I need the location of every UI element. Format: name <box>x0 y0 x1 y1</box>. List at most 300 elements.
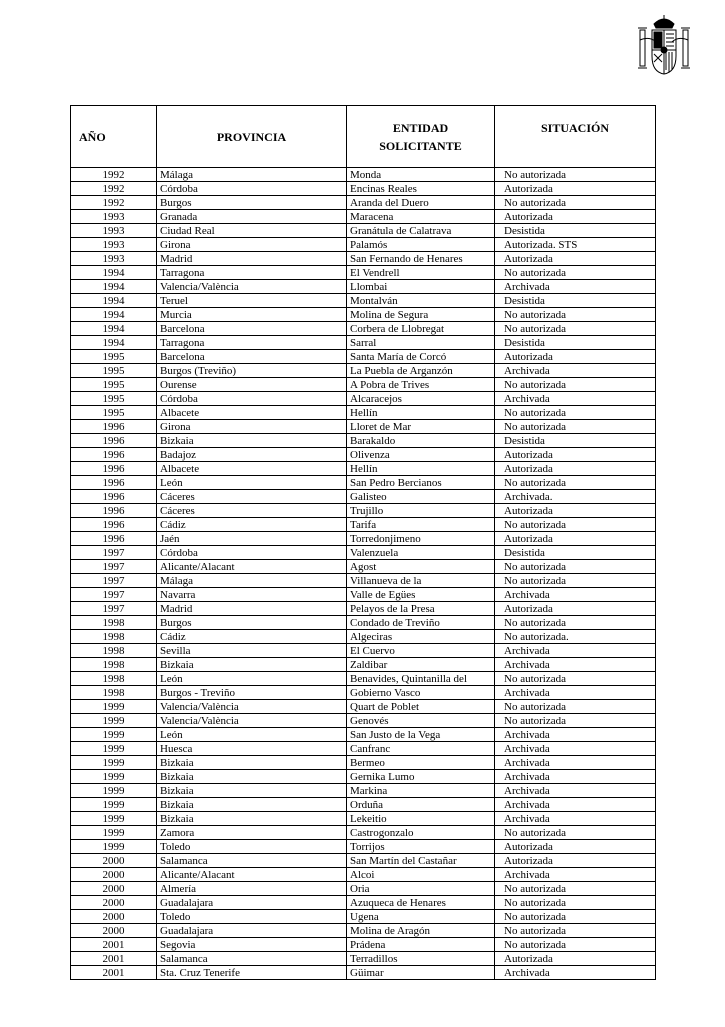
province-cell: Cádiz <box>157 630 347 644</box>
year-cell: 1997 <box>71 602 157 616</box>
year-cell: 1996 <box>71 476 157 490</box>
province-cell: Burgos (Treviño) <box>157 364 347 378</box>
province-cell: Valencia/València <box>157 700 347 714</box>
entity-cell: Azuqueca de Henares <box>347 896 495 910</box>
entity-cell: Ugena <box>347 910 495 924</box>
year-cell: 1993 <box>71 224 157 238</box>
status-cell: Autorizada <box>495 462 656 476</box>
year-cell: 1996 <box>71 420 157 434</box>
table-row <box>71 378 656 392</box>
entity-cell: Gobierno Vasco <box>347 686 495 700</box>
year-cell: 2001 <box>71 938 157 952</box>
table-row <box>71 168 656 182</box>
entity-cell: Granátula de Calatrava <box>347 224 495 238</box>
status-cell: No autorizada <box>495 560 656 574</box>
entity-cell: Lekeitio <box>347 812 495 826</box>
header-entity <box>347 106 495 168</box>
status-cell: No autorizada <box>495 168 656 182</box>
table-row <box>71 322 656 336</box>
table-row <box>71 686 656 700</box>
province-cell: Burgos - Treviño <box>157 686 347 700</box>
entity-cell: Prádena <box>347 938 495 952</box>
table-row <box>71 504 656 518</box>
status-cell: Archivada <box>495 966 656 980</box>
entity-cell: Torredonjimeno <box>347 532 495 546</box>
status-cell: Autorizada <box>495 504 656 518</box>
entity-cell: El Cuervo <box>347 644 495 658</box>
province-cell: Guadalajara <box>157 896 347 910</box>
status-cell: Archivada <box>495 364 656 378</box>
year-cell: 1996 <box>71 434 157 448</box>
coat-of-arms-icon <box>636 14 692 78</box>
entity-cell: Pelayos de la Presa <box>347 602 495 616</box>
status-cell: No autorizada <box>495 266 656 280</box>
year-cell: 2001 <box>71 952 157 966</box>
province-cell: Sta. Cruz Tenerife <box>157 966 347 980</box>
status-cell: No autorizada <box>495 616 656 630</box>
year-cell: 2000 <box>71 924 157 938</box>
table-row <box>71 546 656 560</box>
year-cell: 1992 <box>71 168 157 182</box>
year-cell: 1998 <box>71 672 157 686</box>
province-cell: Córdoba <box>157 546 347 560</box>
province-cell: Almería <box>157 882 347 896</box>
entity-cell: Canfranc <box>347 742 495 756</box>
table-row <box>71 294 656 308</box>
year-cell: 1999 <box>71 784 157 798</box>
status-cell: Autorizada <box>495 952 656 966</box>
entity-cell: La Puebla de Arganzón <box>347 364 495 378</box>
status-cell: No autorizada <box>495 476 656 490</box>
year-cell: 1995 <box>71 392 157 406</box>
province-cell: Badajoz <box>157 448 347 462</box>
entity-cell: Molina de Aragón <box>347 924 495 938</box>
province-cell: Bizkaia <box>157 434 347 448</box>
status-cell: Archivada <box>495 644 656 658</box>
table-row <box>71 574 656 588</box>
table-row <box>71 238 656 252</box>
province-cell: Tarragona <box>157 336 347 350</box>
province-cell: Tarragona <box>157 266 347 280</box>
year-cell: 1994 <box>71 322 157 336</box>
province-cell: Murcia <box>157 308 347 322</box>
status-cell: No autorizada <box>495 938 656 952</box>
status-cell: Autorizada <box>495 854 656 868</box>
entity-cell: Maracena <box>347 210 495 224</box>
year-cell: 2000 <box>71 910 157 924</box>
entity-cell: Benavides, Quintanilla del <box>347 672 495 686</box>
table-row <box>71 938 656 952</box>
status-cell: Archivada <box>495 770 656 784</box>
entity-cell: Trujillo <box>347 504 495 518</box>
entity-cell: Encinas Reales <box>347 182 495 196</box>
table-row <box>71 350 656 364</box>
province-cell: Toledo <box>157 910 347 924</box>
status-cell: No autorizada <box>495 882 656 896</box>
table-row <box>71 462 656 476</box>
entity-cell: Barakaldo <box>347 434 495 448</box>
entity-cell: Montalván <box>347 294 495 308</box>
entity-cell: San Pedro Bercianos <box>347 476 495 490</box>
entity-cell: Algeciras <box>347 630 495 644</box>
province-cell: Burgos <box>157 616 347 630</box>
entity-cell: Molina de Segura <box>347 308 495 322</box>
table-row <box>71 196 656 210</box>
province-cell: Sevilla <box>157 644 347 658</box>
province-cell: Bizkaia <box>157 798 347 812</box>
year-cell: 2000 <box>71 868 157 882</box>
year-cell: 1994 <box>71 266 157 280</box>
province-cell: Albacete <box>157 462 347 476</box>
table-row <box>71 882 656 896</box>
entity-cell: Hellín <box>347 462 495 476</box>
entity-cell: Torrijos <box>347 840 495 854</box>
year-cell: 1997 <box>71 560 157 574</box>
status-cell: No autorizada <box>495 826 656 840</box>
year-cell: 1996 <box>71 532 157 546</box>
province-cell: Toledo <box>157 840 347 854</box>
entity-cell: Genovés <box>347 714 495 728</box>
year-cell: 1993 <box>71 238 157 252</box>
year-cell: 1999 <box>71 798 157 812</box>
entity-cell: Gernika Lumo <box>347 770 495 784</box>
province-cell: Bizkaia <box>157 756 347 770</box>
table-row <box>71 966 656 980</box>
year-cell: 1999 <box>71 728 157 742</box>
table-row <box>71 798 656 812</box>
header-year: AÑO <box>71 106 157 168</box>
year-cell: 1999 <box>71 742 157 756</box>
province-cell: Madrid <box>157 252 347 266</box>
entity-cell: Villanueva de la <box>347 574 495 588</box>
table-row <box>71 756 656 770</box>
table-row <box>71 518 656 532</box>
year-cell: 1992 <box>71 196 157 210</box>
year-cell: 1998 <box>71 630 157 644</box>
table-row <box>71 770 656 784</box>
province-cell: Córdoba <box>157 392 347 406</box>
table-row <box>71 602 656 616</box>
table-row <box>71 560 656 574</box>
province-cell: Bizkaia <box>157 658 347 672</box>
year-cell: 1999 <box>71 840 157 854</box>
province-cell: Guadalajara <box>157 924 347 938</box>
status-cell: No autorizada <box>495 308 656 322</box>
status-cell: Archivada. <box>495 490 656 504</box>
province-cell: Cáceres <box>157 490 347 504</box>
entity-cell: Güimar <box>347 966 495 980</box>
entity-cell: Galisteo <box>347 490 495 504</box>
table-row <box>71 392 656 406</box>
year-cell: 1995 <box>71 406 157 420</box>
status-cell: Archivada <box>495 658 656 672</box>
year-cell: 1994 <box>71 336 157 350</box>
table-row <box>71 784 656 798</box>
year-cell: 1999 <box>71 812 157 826</box>
table-row <box>71 476 656 490</box>
year-cell: 2000 <box>71 854 157 868</box>
status-cell: No autorizada. <box>495 630 656 644</box>
status-cell: Archivada <box>495 728 656 742</box>
entity-cell: A Pobra de Trives <box>347 378 495 392</box>
status-cell: No autorizada <box>495 700 656 714</box>
entity-cell: Agost <box>347 560 495 574</box>
status-cell: Archivada <box>495 868 656 882</box>
status-cell: Autorizada <box>495 448 656 462</box>
year-cell: 2000 <box>71 882 157 896</box>
province-cell: León <box>157 728 347 742</box>
year-cell: 1995 <box>71 350 157 364</box>
table-body <box>71 168 656 980</box>
province-cell: Albacete <box>157 406 347 420</box>
entity-cell: Orduña <box>347 798 495 812</box>
year-cell: 1999 <box>71 756 157 770</box>
entity-cell: Bermeo <box>347 756 495 770</box>
status-cell: Archivada <box>495 588 656 602</box>
status-cell: Archivada <box>495 812 656 826</box>
province-cell: Málaga <box>157 574 347 588</box>
entity-cell: El Vendrell <box>347 266 495 280</box>
year-cell: 1997 <box>71 546 157 560</box>
year-cell: 1998 <box>71 686 157 700</box>
province-cell: León <box>157 476 347 490</box>
province-cell: Alicante/Alacant <box>157 560 347 574</box>
table-row <box>71 252 656 266</box>
province-cell: Jaén <box>157 532 347 546</box>
status-cell: Archivada <box>495 686 656 700</box>
province-cell: Bizkaia <box>157 784 347 798</box>
entity-cell: Olivenza <box>347 448 495 462</box>
entity-cell: Zaldibar <box>347 658 495 672</box>
year-cell: 1996 <box>71 462 157 476</box>
year-cell: 1994 <box>71 280 157 294</box>
status-cell: Archivada <box>495 798 656 812</box>
province-cell: Teruel <box>157 294 347 308</box>
year-cell: 1998 <box>71 616 157 630</box>
province-cell: León <box>157 672 347 686</box>
table-row <box>71 910 656 924</box>
year-cell: 1995 <box>71 364 157 378</box>
table-row <box>71 532 656 546</box>
entity-cell: Valenzuela <box>347 546 495 560</box>
table-row <box>71 840 656 854</box>
entity-cell: Corbera de Llobregat <box>347 322 495 336</box>
year-cell: 2001 <box>71 966 157 980</box>
year-cell: 1994 <box>71 308 157 322</box>
status-cell: Archivada <box>495 784 656 798</box>
status-cell: Desistida <box>495 434 656 448</box>
year-cell: 1995 <box>71 378 157 392</box>
table-row <box>71 728 656 742</box>
table-row <box>71 588 656 602</box>
status-cell: No autorizada <box>495 196 656 210</box>
year-cell: 1999 <box>71 826 157 840</box>
year-cell: 1997 <box>71 574 157 588</box>
year-cell: 1999 <box>71 714 157 728</box>
entity-cell: Terradillos <box>347 952 495 966</box>
province-cell: Barcelona <box>157 322 347 336</box>
status-cell: Archivada <box>495 742 656 756</box>
province-cell: Bizkaia <box>157 770 347 784</box>
header-entity-line2: SOLICITANTE <box>379 138 462 153</box>
entity-cell: Santa María de Corcó <box>347 350 495 364</box>
table-row <box>71 924 656 938</box>
entity-cell: Lloret de Mar <box>347 420 495 434</box>
year-cell: 1996 <box>71 448 157 462</box>
year-cell: 1996 <box>71 518 157 532</box>
year-cell: 1993 <box>71 210 157 224</box>
province-cell: Zamora <box>157 826 347 840</box>
province-cell: Navarra <box>157 588 347 602</box>
entity-cell: Llombai <box>347 280 495 294</box>
requests-table <box>70 105 656 980</box>
status-cell: No autorizada <box>495 672 656 686</box>
table-row <box>71 406 656 420</box>
table-row <box>71 714 656 728</box>
province-cell: Segovia <box>157 938 347 952</box>
province-cell: Madrid <box>157 602 347 616</box>
table-header-row <box>71 106 656 168</box>
entity-cell: Valle de Egües <box>347 588 495 602</box>
header-entity-line1: ENTIDAD <box>392 120 449 135</box>
table-row <box>71 616 656 630</box>
status-cell: No autorizada <box>495 406 656 420</box>
year-cell: 1992 <box>71 182 157 196</box>
status-cell: Desistida <box>495 546 656 560</box>
table-row <box>71 812 656 826</box>
province-cell: Bizkaia <box>157 812 347 826</box>
status-cell: Archivada <box>495 756 656 770</box>
entity-cell: Castrogonzalo <box>347 826 495 840</box>
table-row <box>71 490 656 504</box>
year-cell: 2000 <box>71 896 157 910</box>
province-cell: Ourense <box>157 378 347 392</box>
table-row <box>71 336 656 350</box>
status-cell: Archivada <box>495 392 656 406</box>
status-cell: No autorizada <box>495 896 656 910</box>
table-row <box>71 630 656 644</box>
table-row <box>71 658 656 672</box>
province-cell: Córdoba <box>157 182 347 196</box>
province-cell: Málaga <box>157 168 347 182</box>
status-cell: Autorizada <box>495 182 656 196</box>
year-cell: 1993 <box>71 252 157 266</box>
entity-cell: Tarifa <box>347 518 495 532</box>
status-cell: No autorizada <box>495 322 656 336</box>
table-row <box>71 644 656 658</box>
table-row <box>71 826 656 840</box>
year-cell: 1998 <box>71 658 157 672</box>
province-cell: Cáceres <box>157 504 347 518</box>
status-cell: No autorizada <box>495 420 656 434</box>
entity-cell: San Justo de la Vega <box>347 728 495 742</box>
header-status: SITUACIÓN <box>495 106 656 168</box>
province-cell: Alicante/Alacant <box>157 868 347 882</box>
year-cell: 1996 <box>71 490 157 504</box>
year-cell: 1998 <box>71 644 157 658</box>
entity-cell: Quart de Poblet <box>347 700 495 714</box>
status-cell: No autorizada <box>495 714 656 728</box>
status-cell: No autorizada <box>495 924 656 938</box>
status-cell: Autorizada <box>495 532 656 546</box>
table-row <box>71 434 656 448</box>
entity-cell: Monda <box>347 168 495 182</box>
table-row <box>71 700 656 714</box>
status-cell: Autorizada <box>495 350 656 364</box>
province-cell: Valencia/València <box>157 280 347 294</box>
status-cell: Autorizada <box>495 252 656 266</box>
province-cell: Salamanca <box>157 854 347 868</box>
entity-cell: Alcoi <box>347 868 495 882</box>
entity-cell: Palamós <box>347 238 495 252</box>
year-cell: 1999 <box>71 700 157 714</box>
entity-cell: Condado de Treviño <box>347 616 495 630</box>
status-cell: No autorizada <box>495 518 656 532</box>
table-row <box>71 280 656 294</box>
table-row <box>71 896 656 910</box>
entity-cell: Markina <box>347 784 495 798</box>
province-cell: Girona <box>157 238 347 252</box>
status-cell: Autorizada <box>495 602 656 616</box>
status-cell: No autorizada <box>495 574 656 588</box>
year-cell: 1994 <box>71 294 157 308</box>
province-cell: Cádiz <box>157 518 347 532</box>
entity-cell: San Fernando de Henares <box>347 252 495 266</box>
province-cell: Granada <box>157 210 347 224</box>
status-cell: No autorizada <box>495 378 656 392</box>
year-cell: 1996 <box>71 504 157 518</box>
table-row <box>71 364 656 378</box>
entity-cell: Hellín <box>347 406 495 420</box>
table-row <box>71 672 656 686</box>
province-cell: Ciudad Real <box>157 224 347 238</box>
header-province: PROVINCIA <box>157 106 347 168</box>
year-cell: 1999 <box>71 770 157 784</box>
province-cell: Huesca <box>157 742 347 756</box>
table-row <box>71 210 656 224</box>
status-cell: Desistida <box>495 294 656 308</box>
province-cell: Salamanca <box>157 952 347 966</box>
entity-cell: Aranda del Duero <box>347 196 495 210</box>
table-row <box>71 952 656 966</box>
entity-cell: Oria <box>347 882 495 896</box>
entity-cell: Alcaracejos <box>347 392 495 406</box>
province-cell: Burgos <box>157 196 347 210</box>
status-cell: Desistida <box>495 224 656 238</box>
entity-cell: Sarral <box>347 336 495 350</box>
table-row <box>71 182 656 196</box>
province-cell: Barcelona <box>157 350 347 364</box>
province-cell: Valencia/València <box>157 714 347 728</box>
table-row <box>71 854 656 868</box>
year-cell: 1997 <box>71 588 157 602</box>
table-row <box>71 448 656 462</box>
status-cell: Desistida <box>495 336 656 350</box>
table-row <box>71 266 656 280</box>
status-cell: Autorizada. STS <box>495 238 656 252</box>
table-row <box>71 224 656 238</box>
province-cell: Girona <box>157 420 347 434</box>
status-cell: Autorizada <box>495 210 656 224</box>
entity-cell: San Martín del Castañar <box>347 854 495 868</box>
status-cell: Autorizada <box>495 840 656 854</box>
table-row <box>71 308 656 322</box>
status-cell: Archivada <box>495 280 656 294</box>
status-cell: No autorizada <box>495 910 656 924</box>
table-row <box>71 868 656 882</box>
table-row <box>71 420 656 434</box>
table-row <box>71 742 656 756</box>
